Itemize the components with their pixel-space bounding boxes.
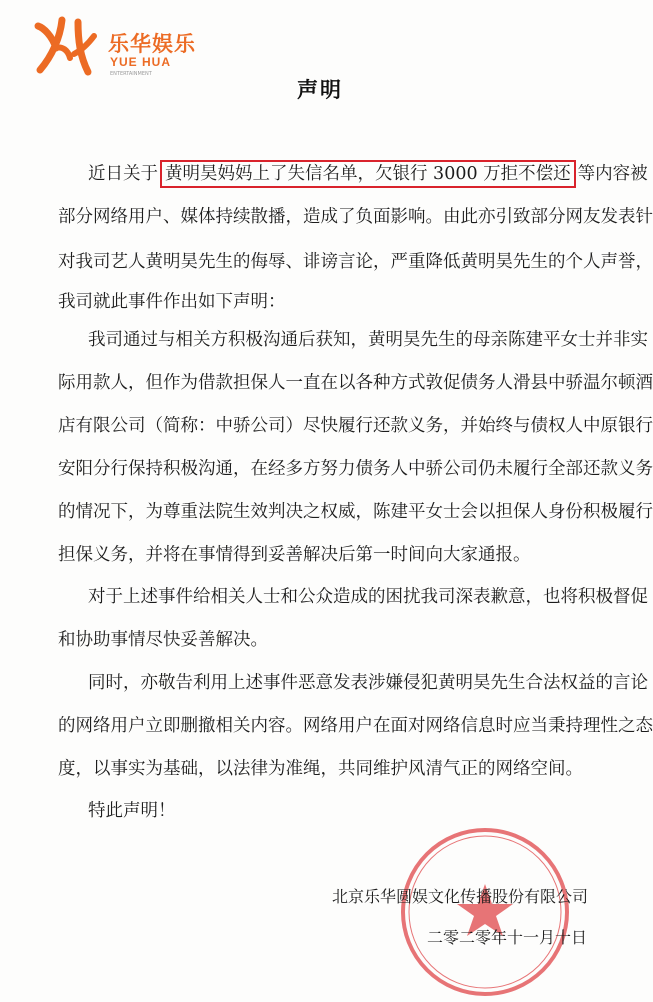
logo-english-name: YUE HUA — [110, 55, 172, 69]
body-line-12: 和协助事情尽快妥善解决。 — [58, 630, 268, 650]
line-1-pre: 近日关于 — [88, 164, 158, 184]
body-line-14: 的网络用户立即删撤相关内容。网络用户在面对网络信息时应当秉持理性之态 — [58, 716, 653, 736]
body-line-closing: 特此声明！ — [88, 801, 176, 821]
body-line-11: 对于上述事件给相关人士和公众造成的困扰我司深表歉意，也将积极督促 — [88, 587, 648, 607]
body-line-3: 对我司艺人黄明昊先生的侮辱、诽谤言论，严重降低黄明昊先生的个人声誉， — [58, 252, 653, 272]
body-line-2: 部分网络用户、媒体持续散播，造成了负面影响。由此亦引致部分网友发表针 — [58, 207, 653, 227]
logo-chinese-name: 乐华娱乐 — [108, 32, 196, 56]
highlighted-claim: 黄明昊妈妈上了失信名单，欠银行 3000 万拒不偿还 — [160, 160, 576, 188]
body-line-9: 的情况下，为尊重法院生效判决之权威，陈建平女士会以担保人身份积极履行 — [58, 502, 653, 522]
body-line-7: 店有限公司（简称：中骄公司）尽快履行还款义务，并始终与债权人中原银行 — [58, 416, 653, 436]
logo-subtitle: ENTERTAINMENT — [110, 71, 152, 77]
body-line-1 — [88, 160, 648, 188]
yuehua-logo-icon — [32, 14, 104, 78]
line-1-post: 等内容被 — [577, 164, 648, 184]
body-line-8: 安阳分行保持积极沟通，在经多方努力债务人中骄公司仍未履行全部还款义务 — [58, 459, 653, 479]
body-line-5: 我司通过与相关方积极沟通后获知，黄明昊先生的母亲陈建平女士并非实 — [88, 330, 648, 350]
document-title: 声明 — [297, 78, 343, 102]
signature-company: 北京乐华圆娱文化传播股份有限公司 — [332, 887, 589, 906]
company-seal-stamp — [395, 822, 575, 1002]
body-line-6: 际用款人，但作为借款担保人一直在以各种方式敦促债务人滑县中骄温尔顿酒 — [58, 373, 653, 393]
body-line-15: 度，以事实为基础，以法律为准绳，共同维护风清气正的网络空间。 — [58, 759, 583, 779]
signature-date: 二零二零年十一月十日 — [427, 928, 588, 947]
body-line-10: 担保义务，并将在事情得到妥善解决后第一时间向大家通报。 — [58, 545, 531, 565]
body-line-4: 我司就此事件作出如下声明： — [58, 292, 286, 312]
body-line-13: 同时，亦敬告利用上述事件恶意发表涉嫌侵犯黄明昊先生合法权益的言论 — [88, 673, 648, 693]
